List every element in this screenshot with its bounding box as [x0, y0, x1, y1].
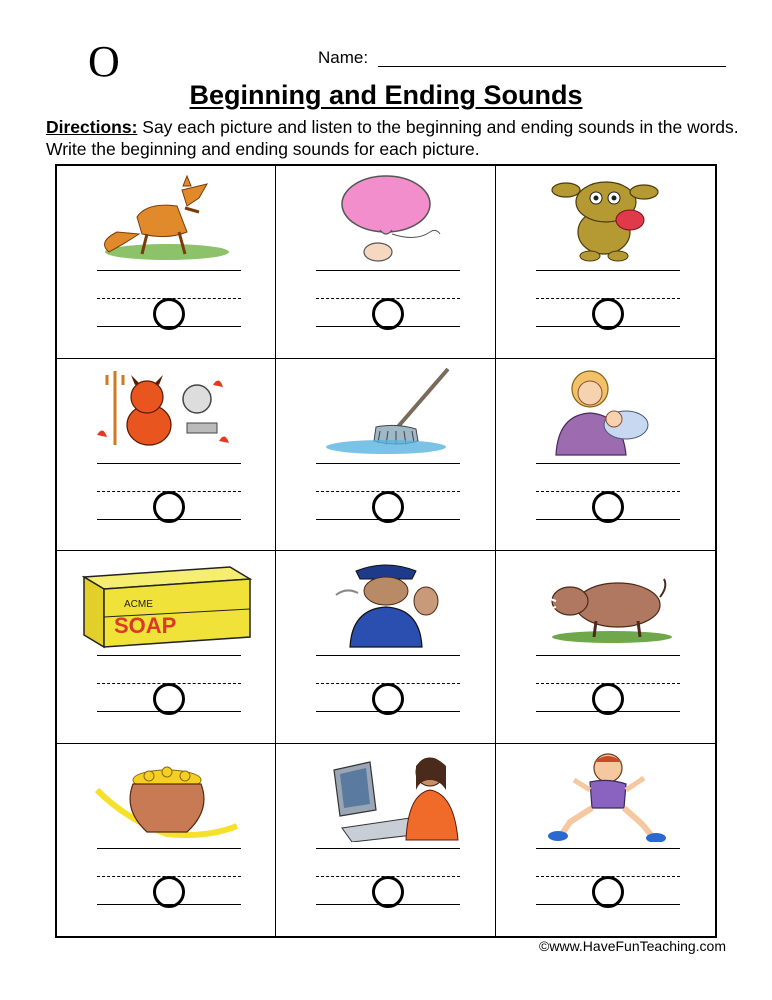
directions-text: Say each picture and listen to the beginning and ending sounds in the words. Write the beginning and ending sounds for each picture.	[46, 117, 739, 159]
worksheet-cell	[496, 359, 715, 552]
picture-grid	[55, 164, 717, 938]
directions	[46, 116, 746, 160]
ending-sound-line[interactable]	[316, 711, 460, 712]
worksheet-cell	[276, 744, 495, 937]
worksheet-letter: O	[88, 37, 120, 86]
dog-icon	[526, 172, 686, 264]
beginning-sound-line[interactable]	[316, 270, 460, 271]
crate-small-label: ACME	[124, 599, 153, 610]
soap-box-icon	[65, 557, 255, 649]
balloon-icon	[306, 172, 466, 264]
fox-icon	[87, 172, 247, 264]
beginning-sound-line[interactable]	[97, 848, 241, 849]
worksheet-cell	[57, 551, 276, 744]
jog-icon	[526, 750, 686, 842]
ending-sound-line[interactable]	[536, 326, 680, 327]
ending-sound-line[interactable]	[536, 904, 680, 905]
hog-icon	[526, 557, 686, 649]
crate-big-label: SOAP	[114, 613, 177, 638]
worksheet-cell	[276, 166, 495, 359]
cop-icon	[306, 557, 466, 649]
name-label: Name:	[318, 48, 369, 67]
beginning-sound-line[interactable]	[536, 848, 680, 849]
mom-icon	[526, 365, 686, 457]
devil-icon	[87, 365, 247, 457]
worksheet-cell	[496, 551, 715, 744]
beginning-sound-line[interactable]	[97, 270, 241, 271]
worksheet-cell	[496, 166, 715, 359]
worksheet-cell	[57, 744, 276, 937]
beginning-sound-line[interactable]	[316, 655, 460, 656]
beginning-sound-line[interactable]	[97, 463, 241, 464]
ending-sound-line[interactable]	[97, 711, 241, 712]
ending-sound-line[interactable]	[536, 711, 680, 712]
mop-icon	[306, 365, 466, 457]
worksheet-cell	[57, 166, 276, 359]
pot-icon	[87, 750, 247, 842]
worksheet-cell	[496, 744, 715, 937]
ending-sound-line[interactable]	[536, 519, 680, 520]
beginning-sound-line[interactable]	[316, 463, 460, 464]
beginning-sound-line[interactable]	[536, 463, 680, 464]
name-field[interactable]	[378, 66, 726, 67]
ending-sound-line[interactable]	[316, 326, 460, 327]
worksheet-cell	[276, 551, 495, 744]
directions-label: Directions:	[46, 117, 138, 137]
ending-sound-line[interactable]	[97, 326, 241, 327]
ending-sound-line[interactable]	[316, 519, 460, 520]
beginning-sound-line[interactable]	[536, 655, 680, 656]
beginning-sound-line[interactable]	[536, 270, 680, 271]
computer-icon	[306, 750, 466, 842]
beginning-sound-line[interactable]	[97, 655, 241, 656]
ending-sound-line[interactable]	[316, 904, 460, 905]
ending-sound-line[interactable]	[97, 904, 241, 905]
ending-sound-line[interactable]	[97, 519, 241, 520]
copyright-footer: ©www.HaveFunTeaching.com	[539, 938, 726, 954]
worksheet-cell	[276, 359, 495, 552]
beginning-sound-line[interactable]	[316, 848, 460, 849]
worksheet-cell	[57, 359, 276, 552]
page-title: Beginning and Ending Sounds	[189, 80, 583, 110]
